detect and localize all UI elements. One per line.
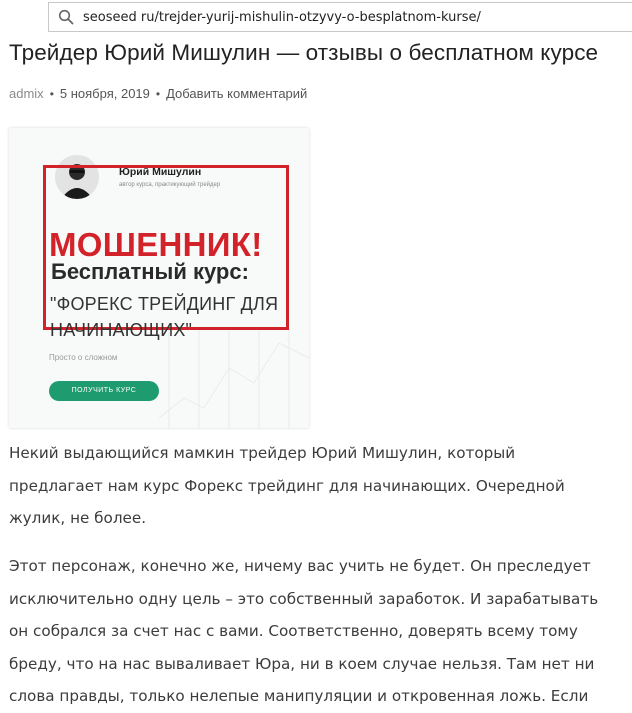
article-title: Трейдер Юрий Мишулин — отзывы о бесплатном курсе bbox=[9, 40, 599, 65]
course-tagline: Просто о сложном bbox=[49, 353, 118, 362]
course-name-line: "ФОРЕКС ТРЕЙДИНГ ДЛЯ bbox=[50, 294, 279, 314]
paragraph-line: он собрался за счет нас с вами. Соответственно, доверять всему тому bbox=[9, 622, 578, 640]
paragraph-line: Некий выдающийся мамкин трейдер Юрий Мишулин, который bbox=[9, 444, 516, 462]
course-name-line: НАЧИНАЮЩИХ" bbox=[50, 320, 193, 340]
search-icon bbox=[53, 4, 79, 30]
add-comment-link[interactable]: Добавить комментарий bbox=[166, 86, 308, 101]
paragraph-line: предлагает нам курс Форекс трейдинг для начинающих. Очередной bbox=[9, 476, 565, 495]
author-link[interactable]: admix bbox=[9, 86, 44, 101]
article-paragraph bbox=[9, 550, 621, 713]
paragraph-line: исключительно одну цель – это собственный заработок. И зарабатывать bbox=[9, 589, 599, 608]
course-name bbox=[50, 291, 300, 343]
meta-separator: • bbox=[49, 86, 54, 101]
article-paragraph bbox=[9, 437, 621, 535]
course-label: Бесплатный курс: bbox=[51, 259, 249, 284]
meta-separator: • bbox=[155, 86, 161, 101]
address-bar[interactable] bbox=[48, 2, 632, 32]
address-url[interactable]: seoseed ru/trejder-yurij-mishulin-otzyvy-o-besplatnom-kurse/ bbox=[83, 9, 481, 25]
paragraph-line: жулик, не более. bbox=[9, 509, 147, 527]
article-meta bbox=[9, 86, 307, 101]
featured-image[interactable] bbox=[9, 128, 309, 428]
post-date[interactable]: 5 ноября, 2019 bbox=[59, 86, 150, 101]
fraud-stamp-text: МОШЕННИК! bbox=[49, 226, 263, 263]
person-subtitle: автор курса, практикующий трейдер bbox=[119, 182, 221, 188]
person-name: Юрий Мишулин bbox=[119, 166, 202, 178]
get-course-button: ПОЛУЧИТЬ КУРС bbox=[49, 381, 159, 401]
paragraph-line: слова правды, только нелепые манипуляции и откровенная ложь. Если bbox=[9, 687, 589, 705]
paragraph-line: бреду, что на нас вываливает Юра, ни в коем случае нельзя. Там нет ни bbox=[9, 654, 595, 673]
paragraph-line: Этот персонаж, конечно же, ничему вас учить не будет. Он преследует bbox=[9, 557, 591, 575]
